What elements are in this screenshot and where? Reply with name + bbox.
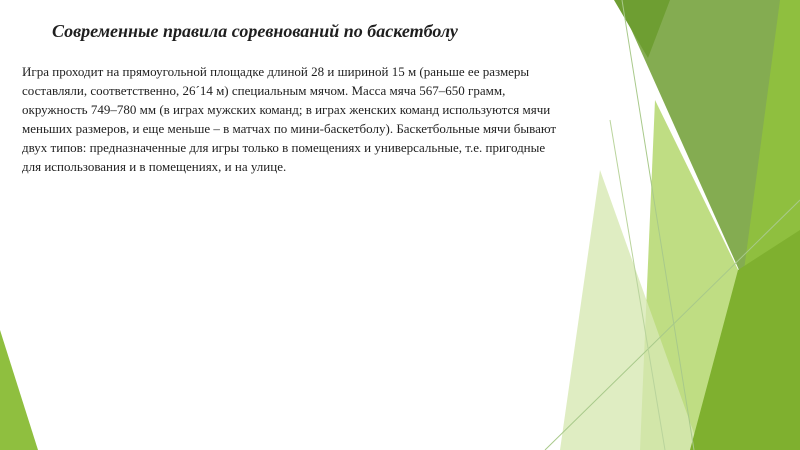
body-line: двух типов: предназначенные для игры только в помещениях и универсальные, т.е. пригодные [22, 140, 546, 155]
body-line: Игра проходит на прямоугольной площадке длиной 28 и шириной 15 м (раньше ее размеры [22, 64, 530, 79]
facet-pale-wedge [560, 170, 700, 450]
body-line: меньших размеров, и еще меньше – в матчах по мини-баскетболу). Баскетбольные мячи бывают [22, 121, 557, 136]
facet-right-bright [720, 0, 800, 450]
thin-line-2 [545, 200, 800, 450]
body-line: составляли, соответственно, 26´14 м) специальным мячом. Масса мяча 567–650 грамм, [22, 83, 506, 98]
slide-body-text [22, 62, 642, 176]
body-line: окружность 749–780 мм (в играх мужских команд; в играх женских команд используются мячи [22, 102, 551, 117]
slide-title: Современные правила соревнований по баскетболу [52, 21, 458, 41]
facet-bottom-slab [690, 230, 800, 450]
body-line: для использования и в помещениях, и на улице. [22, 159, 287, 174]
facet-mid-wedge [640, 100, 748, 450]
facet-top-small [614, 0, 670, 58]
facet-left-bottom [0, 330, 38, 450]
facet-large-dark [618, 0, 800, 290]
